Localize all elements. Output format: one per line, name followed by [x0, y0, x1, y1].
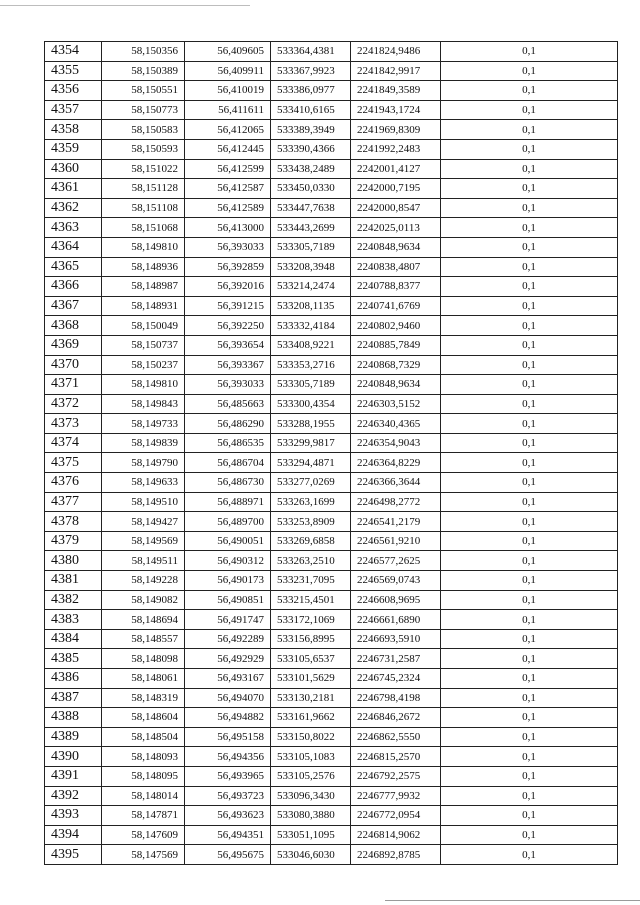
- accuracy-cell: 0,1: [441, 610, 618, 630]
- table-row: [45, 825, 618, 845]
- x-coordinate-cell: 533305,7189: [271, 237, 351, 257]
- latitude-cell: 58,149511: [102, 551, 185, 571]
- y-coordinate-cell: 2240868,7329: [351, 355, 441, 375]
- y-coordinate-cell: 2246693,5910: [351, 629, 441, 649]
- x-coordinate-cell: 533408,9221: [271, 335, 351, 355]
- accuracy-cell: 0,1: [441, 296, 618, 316]
- accuracy-cell: 0,1: [441, 512, 618, 532]
- latitude-cell: 58,149633: [102, 473, 185, 493]
- scan-edge-top: [0, 5, 250, 6]
- longitude-cell: 56,412589: [185, 198, 271, 218]
- latitude-cell: 58,149733: [102, 414, 185, 434]
- latitude-cell: 58,151128: [102, 179, 185, 199]
- x-coordinate-cell: 533172,1069: [271, 610, 351, 630]
- x-coordinate-cell: 533208,3948: [271, 257, 351, 277]
- x-coordinate-cell: 533263,1699: [271, 492, 351, 512]
- longitude-cell: 56,492289: [185, 629, 271, 649]
- longitude-cell: 56,392250: [185, 316, 271, 336]
- longitude-cell: 56,493723: [185, 786, 271, 806]
- table-row: [45, 590, 618, 610]
- longitude-cell: 56,411611: [185, 100, 271, 120]
- accuracy-cell: 0,1: [441, 727, 618, 747]
- accuracy-cell: 0,1: [441, 198, 618, 218]
- longitude-cell: 56,412445: [185, 139, 271, 159]
- x-coordinate-cell: 533332,4184: [271, 316, 351, 336]
- x-coordinate-cell: 533263,2510: [271, 551, 351, 571]
- y-coordinate-cell: 2246814,9062: [351, 825, 441, 845]
- longitude-cell: 56,393033: [185, 375, 271, 395]
- longitude-cell: 56,493623: [185, 806, 271, 826]
- accuracy-cell: 0,1: [441, 766, 618, 786]
- longitude-cell: 56,393654: [185, 335, 271, 355]
- accuracy-cell: 0,1: [441, 845, 618, 865]
- table-row: [45, 610, 618, 630]
- x-coordinate-cell: 533353,2716: [271, 355, 351, 375]
- table-row: [45, 237, 618, 257]
- y-coordinate-cell: 2246608,9695: [351, 590, 441, 610]
- y-coordinate-cell: 2242000,8547: [351, 198, 441, 218]
- table-row: [45, 512, 618, 532]
- latitude-cell: 58,149569: [102, 531, 185, 551]
- table-row: [45, 277, 618, 297]
- x-coordinate-cell: 533214,2474: [271, 277, 351, 297]
- table-row: [45, 845, 618, 865]
- table-row: [45, 61, 618, 81]
- x-coordinate-cell: 533389,3949: [271, 120, 351, 140]
- point-number-cell: 4390: [45, 747, 102, 767]
- y-coordinate-cell: 2240885,7849: [351, 335, 441, 355]
- point-number-cell: 4365: [45, 257, 102, 277]
- table-row: [45, 42, 618, 62]
- accuracy-cell: 0,1: [441, 571, 618, 591]
- x-coordinate-cell: 533450,0330: [271, 179, 351, 199]
- latitude-cell: 58,147569: [102, 845, 185, 865]
- x-coordinate-cell: 533364,4381: [271, 42, 351, 62]
- latitude-cell: 58,150389: [102, 61, 185, 81]
- longitude-cell: 56,490851: [185, 590, 271, 610]
- longitude-cell: 56,392859: [185, 257, 271, 277]
- accuracy-cell: 0,1: [441, 335, 618, 355]
- table-row: [45, 492, 618, 512]
- latitude-cell: 58,150049: [102, 316, 185, 336]
- accuracy-cell: 0,1: [441, 139, 618, 159]
- x-coordinate-cell: 533299,9817: [271, 433, 351, 453]
- point-number-cell: 4354: [45, 42, 102, 62]
- y-coordinate-cell: 2242001,4127: [351, 159, 441, 179]
- x-coordinate-cell: 533367,9923: [271, 61, 351, 81]
- table-row: [45, 551, 618, 571]
- y-coordinate-cell: 2240838,4807: [351, 257, 441, 277]
- coordinates-table-body: [45, 42, 618, 865]
- point-number-cell: 4391: [45, 766, 102, 786]
- latitude-cell: 58,148936: [102, 257, 185, 277]
- x-coordinate-cell: 533046,6030: [271, 845, 351, 865]
- latitude-cell: 58,149843: [102, 394, 185, 414]
- point-number-cell: 4382: [45, 590, 102, 610]
- accuracy-cell: 0,1: [441, 81, 618, 101]
- y-coordinate-cell: 2246792,2575: [351, 766, 441, 786]
- accuracy-cell: 0,1: [441, 375, 618, 395]
- accuracy-cell: 0,1: [441, 492, 618, 512]
- longitude-cell: 56,493965: [185, 766, 271, 786]
- table-row: [45, 179, 618, 199]
- y-coordinate-cell: 2246777,9932: [351, 786, 441, 806]
- y-coordinate-cell: 2241992,2483: [351, 139, 441, 159]
- accuracy-cell: 0,1: [441, 61, 618, 81]
- accuracy-cell: 0,1: [441, 825, 618, 845]
- table-row: [45, 414, 618, 434]
- latitude-cell: 58,148061: [102, 669, 185, 689]
- y-coordinate-cell: 2246661,6890: [351, 610, 441, 630]
- x-coordinate-cell: 533294,4871: [271, 453, 351, 473]
- x-coordinate-cell: 533105,2576: [271, 766, 351, 786]
- latitude-cell: 58,149427: [102, 512, 185, 532]
- accuracy-cell: 0,1: [441, 473, 618, 493]
- y-coordinate-cell: 2240848,9634: [351, 237, 441, 257]
- latitude-cell: 58,148319: [102, 688, 185, 708]
- x-coordinate-cell: 533208,1135: [271, 296, 351, 316]
- point-number-cell: 4383: [45, 610, 102, 630]
- point-number-cell: 4395: [45, 845, 102, 865]
- y-coordinate-cell: 2246745,2324: [351, 669, 441, 689]
- x-coordinate-cell: 533215,4501: [271, 590, 351, 610]
- y-coordinate-cell: 2240848,9634: [351, 375, 441, 395]
- y-coordinate-cell: 2246498,2772: [351, 492, 441, 512]
- longitude-cell: 56,495158: [185, 727, 271, 747]
- y-coordinate-cell: 2246366,3644: [351, 473, 441, 493]
- point-number-cell: 4359: [45, 139, 102, 159]
- table-row: [45, 649, 618, 669]
- x-coordinate-cell: 533105,1083: [271, 747, 351, 767]
- accuracy-cell: 0,1: [441, 786, 618, 806]
- table-row: [45, 473, 618, 493]
- table-row: [45, 453, 618, 473]
- y-coordinate-cell: 2246541,2179: [351, 512, 441, 532]
- table-row: [45, 766, 618, 786]
- accuracy-cell: 0,1: [441, 316, 618, 336]
- x-coordinate-cell: 533410,6165: [271, 100, 351, 120]
- accuracy-cell: 0,1: [441, 649, 618, 669]
- latitude-cell: 58,148093: [102, 747, 185, 767]
- y-coordinate-cell: 2246303,5152: [351, 394, 441, 414]
- point-number-cell: 4373: [45, 414, 102, 434]
- longitude-cell: 56,391215: [185, 296, 271, 316]
- table-row: [45, 218, 618, 238]
- x-coordinate-cell: 533288,1955: [271, 414, 351, 434]
- x-coordinate-cell: 533269,6858: [271, 531, 351, 551]
- latitude-cell: 58,148504: [102, 727, 185, 747]
- latitude-cell: 58,148694: [102, 610, 185, 630]
- y-coordinate-cell: 2246577,2625: [351, 551, 441, 571]
- y-coordinate-cell: 2246354,9043: [351, 433, 441, 453]
- point-number-cell: 4375: [45, 453, 102, 473]
- latitude-cell: 58,148014: [102, 786, 185, 806]
- longitude-cell: 56,410019: [185, 81, 271, 101]
- accuracy-cell: 0,1: [441, 179, 618, 199]
- accuracy-cell: 0,1: [441, 453, 618, 473]
- table-row: [45, 669, 618, 689]
- longitude-cell: 56,494882: [185, 708, 271, 728]
- point-number-cell: 4372: [45, 394, 102, 414]
- point-number-cell: 4374: [45, 433, 102, 453]
- y-coordinate-cell: 2240788,8377: [351, 277, 441, 297]
- point-number-cell: 4378: [45, 512, 102, 532]
- table-row: [45, 355, 618, 375]
- latitude-cell: 58,148931: [102, 296, 185, 316]
- point-number-cell: 4362: [45, 198, 102, 218]
- longitude-cell: 56,412587: [185, 179, 271, 199]
- y-coordinate-cell: 2241969,8309: [351, 120, 441, 140]
- accuracy-cell: 0,1: [441, 257, 618, 277]
- x-coordinate-cell: 533161,9662: [271, 708, 351, 728]
- latitude-cell: 58,147609: [102, 825, 185, 845]
- latitude-cell: 58,148095: [102, 766, 185, 786]
- point-number-cell: 4368: [45, 316, 102, 336]
- accuracy-cell: 0,1: [441, 394, 618, 414]
- x-coordinate-cell: 533447,7638: [271, 198, 351, 218]
- point-number-cell: 4393: [45, 806, 102, 826]
- point-number-cell: 4388: [45, 708, 102, 728]
- accuracy-cell: 0,1: [441, 688, 618, 708]
- latitude-cell: 58,149510: [102, 492, 185, 512]
- point-number-cell: 4387: [45, 688, 102, 708]
- x-coordinate-cell: 533101,5629: [271, 669, 351, 689]
- latitude-cell: 58,149228: [102, 571, 185, 591]
- longitude-cell: 56,409605: [185, 42, 271, 62]
- latitude-cell: 58,148098: [102, 649, 185, 669]
- point-number-cell: 4380: [45, 551, 102, 571]
- point-number-cell: 4360: [45, 159, 102, 179]
- latitude-cell: 58,150583: [102, 120, 185, 140]
- table-row: [45, 198, 618, 218]
- x-coordinate-cell: 533253,8909: [271, 512, 351, 532]
- latitude-cell: 58,151068: [102, 218, 185, 238]
- x-coordinate-cell: 533300,4354: [271, 394, 351, 414]
- x-coordinate-cell: 533438,2489: [271, 159, 351, 179]
- accuracy-cell: 0,1: [441, 669, 618, 689]
- y-coordinate-cell: 2246798,4198: [351, 688, 441, 708]
- accuracy-cell: 0,1: [441, 355, 618, 375]
- y-coordinate-cell: 2246846,2672: [351, 708, 441, 728]
- table-row: [45, 806, 618, 826]
- point-number-cell: 4376: [45, 473, 102, 493]
- longitude-cell: 56,490051: [185, 531, 271, 551]
- x-coordinate-cell: 533105,6537: [271, 649, 351, 669]
- y-coordinate-cell: 2241943,1724: [351, 100, 441, 120]
- longitude-cell: 56,490312: [185, 551, 271, 571]
- point-number-cell: 4364: [45, 237, 102, 257]
- latitude-cell: 58,150551: [102, 81, 185, 101]
- accuracy-cell: 0,1: [441, 414, 618, 434]
- table-row: [45, 629, 618, 649]
- accuracy-cell: 0,1: [441, 551, 618, 571]
- latitude-cell: 58,149082: [102, 590, 185, 610]
- point-number-cell: 4384: [45, 629, 102, 649]
- longitude-cell: 56,393033: [185, 237, 271, 257]
- table-row: [45, 100, 618, 120]
- y-coordinate-cell: 2240741,6769: [351, 296, 441, 316]
- table-row: [45, 257, 618, 277]
- table-row: [45, 159, 618, 179]
- latitude-cell: 58,149839: [102, 433, 185, 453]
- scan-edge-bottom: [385, 900, 640, 901]
- x-coordinate-cell: 533386,0977: [271, 81, 351, 101]
- y-coordinate-cell: 2242000,7195: [351, 179, 441, 199]
- y-coordinate-cell: 2246731,2587: [351, 649, 441, 669]
- latitude-cell: 58,150237: [102, 355, 185, 375]
- longitude-cell: 56,412065: [185, 120, 271, 140]
- x-coordinate-cell: 533096,3430: [271, 786, 351, 806]
- y-coordinate-cell: 2246340,4365: [351, 414, 441, 434]
- y-coordinate-cell: 2246772,0954: [351, 806, 441, 826]
- latitude-cell: 58,147871: [102, 806, 185, 826]
- longitude-cell: 56,485663: [185, 394, 271, 414]
- latitude-cell: 58,150356: [102, 42, 185, 62]
- table-row: [45, 375, 618, 395]
- table-row: [45, 433, 618, 453]
- y-coordinate-cell: 2241849,3589: [351, 81, 441, 101]
- latitude-cell: 58,149810: [102, 375, 185, 395]
- latitude-cell: 58,150737: [102, 335, 185, 355]
- y-coordinate-cell: 2246569,0743: [351, 571, 441, 591]
- y-coordinate-cell: 2246892,8785: [351, 845, 441, 865]
- table-row: [45, 81, 618, 101]
- coordinates-table: [44, 41, 618, 865]
- longitude-cell: 56,486730: [185, 473, 271, 493]
- x-coordinate-cell: 533080,3880: [271, 806, 351, 826]
- x-coordinate-cell: 533130,2181: [271, 688, 351, 708]
- x-coordinate-cell: 533305,7189: [271, 375, 351, 395]
- point-number-cell: 4366: [45, 277, 102, 297]
- point-number-cell: 4379: [45, 531, 102, 551]
- x-coordinate-cell: 533231,7095: [271, 571, 351, 591]
- latitude-cell: 58,151022: [102, 159, 185, 179]
- longitude-cell: 56,412599: [185, 159, 271, 179]
- longitude-cell: 56,491747: [185, 610, 271, 630]
- accuracy-cell: 0,1: [441, 218, 618, 238]
- longitude-cell: 56,486290: [185, 414, 271, 434]
- point-number-cell: 4370: [45, 355, 102, 375]
- point-number-cell: 4356: [45, 81, 102, 101]
- x-coordinate-cell: 533051,1095: [271, 825, 351, 845]
- accuracy-cell: 0,1: [441, 42, 618, 62]
- latitude-cell: 58,149810: [102, 237, 185, 257]
- latitude-cell: 58,149790: [102, 453, 185, 473]
- longitude-cell: 56,393367: [185, 355, 271, 375]
- table-row: [45, 296, 618, 316]
- point-number-cell: 4363: [45, 218, 102, 238]
- point-number-cell: 4381: [45, 571, 102, 591]
- point-number-cell: 4377: [45, 492, 102, 512]
- accuracy-cell: 0,1: [441, 100, 618, 120]
- accuracy-cell: 0,1: [441, 747, 618, 767]
- accuracy-cell: 0,1: [441, 120, 618, 140]
- x-coordinate-cell: 533156,8995: [271, 629, 351, 649]
- longitude-cell: 56,489700: [185, 512, 271, 532]
- longitude-cell: 56,493167: [185, 669, 271, 689]
- table-row: [45, 571, 618, 591]
- longitude-cell: 56,486704: [185, 453, 271, 473]
- accuracy-cell: 0,1: [441, 590, 618, 610]
- point-number-cell: 4369: [45, 335, 102, 355]
- latitude-cell: 58,150773: [102, 100, 185, 120]
- table-row: [45, 747, 618, 767]
- table-row: [45, 531, 618, 551]
- y-coordinate-cell: 2241824,9486: [351, 42, 441, 62]
- latitude-cell: 58,148604: [102, 708, 185, 728]
- table-row: [45, 786, 618, 806]
- longitude-cell: 56,486535: [185, 433, 271, 453]
- x-coordinate-cell: 533277,0269: [271, 473, 351, 493]
- accuracy-cell: 0,1: [441, 531, 618, 551]
- y-coordinate-cell: 2241842,9917: [351, 61, 441, 81]
- longitude-cell: 56,409911: [185, 61, 271, 81]
- accuracy-cell: 0,1: [441, 159, 618, 179]
- table-row: [45, 394, 618, 414]
- y-coordinate-cell: 2246364,8229: [351, 453, 441, 473]
- longitude-cell: 56,495675: [185, 845, 271, 865]
- longitude-cell: 56,494356: [185, 747, 271, 767]
- longitude-cell: 56,413000: [185, 218, 271, 238]
- point-number-cell: 4361: [45, 179, 102, 199]
- table-row: [45, 120, 618, 140]
- table-row: [45, 316, 618, 336]
- table-row: [45, 727, 618, 747]
- y-coordinate-cell: 2240802,9460: [351, 316, 441, 336]
- longitude-cell: 56,490173: [185, 571, 271, 591]
- x-coordinate-cell: 533443,2699: [271, 218, 351, 238]
- x-coordinate-cell: 533150,8022: [271, 727, 351, 747]
- latitude-cell: 58,148987: [102, 277, 185, 297]
- point-number-cell: 4385: [45, 649, 102, 669]
- accuracy-cell: 0,1: [441, 237, 618, 257]
- longitude-cell: 56,494351: [185, 825, 271, 845]
- x-coordinate-cell: 533390,4366: [271, 139, 351, 159]
- accuracy-cell: 0,1: [441, 433, 618, 453]
- table-row: [45, 335, 618, 355]
- accuracy-cell: 0,1: [441, 806, 618, 826]
- point-number-cell: 4392: [45, 786, 102, 806]
- accuracy-cell: 0,1: [441, 629, 618, 649]
- table-row: [45, 139, 618, 159]
- point-number-cell: 4389: [45, 727, 102, 747]
- accuracy-cell: 0,1: [441, 277, 618, 297]
- point-number-cell: 4357: [45, 100, 102, 120]
- latitude-cell: 58,151108: [102, 198, 185, 218]
- y-coordinate-cell: 2242025,0113: [351, 218, 441, 238]
- point-number-cell: 4394: [45, 825, 102, 845]
- point-number-cell: 4386: [45, 669, 102, 689]
- table-row: [45, 688, 618, 708]
- latitude-cell: 58,150593: [102, 139, 185, 159]
- point-number-cell: 4355: [45, 61, 102, 81]
- y-coordinate-cell: 2246815,2570: [351, 747, 441, 767]
- point-number-cell: 4358: [45, 120, 102, 140]
- longitude-cell: 56,494070: [185, 688, 271, 708]
- y-coordinate-cell: 2246862,5550: [351, 727, 441, 747]
- longitude-cell: 56,392016: [185, 277, 271, 297]
- longitude-cell: 56,492929: [185, 649, 271, 669]
- point-number-cell: 4371: [45, 375, 102, 395]
- latitude-cell: 58,148557: [102, 629, 185, 649]
- longitude-cell: 56,488971: [185, 492, 271, 512]
- table-row: [45, 708, 618, 728]
- accuracy-cell: 0,1: [441, 708, 618, 728]
- y-coordinate-cell: 2246561,9210: [351, 531, 441, 551]
- point-number-cell: 4367: [45, 296, 102, 316]
